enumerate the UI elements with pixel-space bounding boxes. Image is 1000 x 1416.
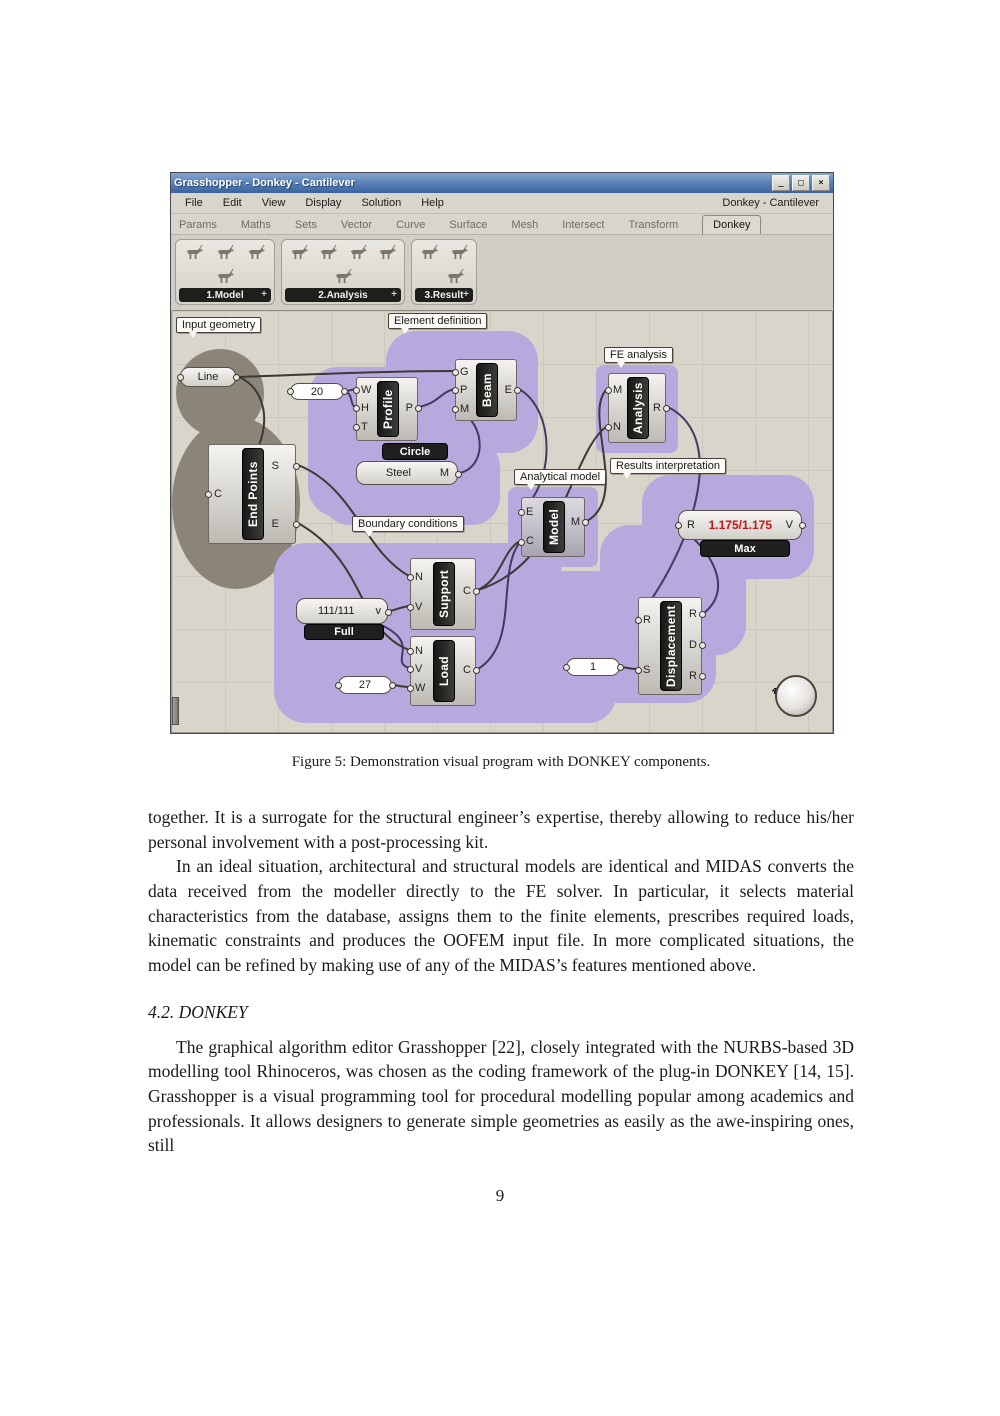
node-label: Support bbox=[433, 562, 455, 626]
port-connector[interactable] bbox=[407, 666, 414, 673]
donkey-icon[interactable] bbox=[317, 243, 339, 260]
port-label: C bbox=[463, 585, 471, 597]
port-connector[interactable] bbox=[799, 522, 806, 529]
port-connector[interactable] bbox=[177, 374, 184, 381]
node-profile[interactable] bbox=[356, 377, 418, 441]
port-label: V bbox=[415, 601, 423, 613]
tab-transform[interactable]: Transform bbox=[628, 219, 679, 231]
port-label: C bbox=[463, 664, 471, 676]
menu-help[interactable]: Help bbox=[421, 197, 444, 209]
port-label: V bbox=[415, 663, 423, 675]
port-connector[interactable] bbox=[514, 387, 521, 394]
tab-curve[interactable]: Curve bbox=[396, 219, 426, 231]
port-connector[interactable] bbox=[415, 405, 422, 412]
port-connector[interactable] bbox=[287, 388, 294, 395]
port-connector[interactable] bbox=[699, 642, 706, 649]
tab-mesh[interactable]: Mesh bbox=[511, 219, 539, 231]
donkey-icon[interactable] bbox=[214, 267, 236, 284]
node-label: End Points bbox=[242, 448, 264, 540]
port-label: P bbox=[460, 384, 468, 396]
donkey-icon[interactable] bbox=[418, 243, 440, 260]
donkey-icon[interactable] bbox=[444, 267, 466, 284]
port-label: M bbox=[460, 403, 470, 415]
slider-width[interactable] bbox=[290, 383, 344, 400]
port-connector[interactable] bbox=[452, 387, 459, 394]
paragraph: The graphical algorithm editor Grasshopper [22], closely integrated with the NURBS-based 3D modelling tool Rhinoceros, was chosen as the coding framework of the plug-in DONKEY [14, 15]. Grasshopper is a visual programming tool for procedural modelling popular among academics and professionals. It allows designers to generate simple geometries as easily as the awe-inspiring ones, still bbox=[148, 1036, 854, 1156]
node-analysis[interactable] bbox=[608, 373, 666, 443]
tag-text: Element definition bbox=[394, 315, 482, 327]
port-connector[interactable] bbox=[293, 463, 300, 470]
port-connector[interactable] bbox=[605, 424, 612, 431]
port-label: N bbox=[613, 421, 621, 433]
tag-pointer bbox=[189, 332, 197, 338]
tag-pointer bbox=[401, 328, 409, 334]
port-label: R bbox=[653, 402, 661, 414]
port-label: D bbox=[689, 639, 697, 651]
port-connector[interactable] bbox=[635, 667, 642, 674]
port-connector[interactable] bbox=[518, 539, 525, 546]
port-connector[interactable] bbox=[663, 405, 670, 412]
toolbar-group-label[interactable] bbox=[415, 288, 473, 302]
support-type-tag[interactable]: Full bbox=[304, 624, 384, 640]
slider-case[interactable] bbox=[566, 658, 620, 676]
tag-text: FE analysis bbox=[610, 349, 667, 361]
port-connector[interactable] bbox=[518, 509, 525, 516]
group-tag-input-geometry[interactable] bbox=[176, 317, 261, 333]
port-connector[interactable] bbox=[385, 609, 392, 616]
donkey-icon[interactable] bbox=[214, 243, 236, 260]
node-label: Steel bbox=[385, 467, 411, 479]
profile-type-tag[interactable]: Circle bbox=[382, 443, 448, 460]
slider-value: 27 bbox=[358, 679, 372, 691]
section-heading: 4.2. DONKEY bbox=[148, 1001, 248, 1022]
tag-pointer bbox=[527, 484, 535, 490]
port-label: V bbox=[785, 519, 793, 531]
grasshopper-window bbox=[170, 172, 834, 734]
tab-surface[interactable]: Surface bbox=[449, 219, 488, 231]
group-tag-element-definition[interactable] bbox=[388, 313, 487, 329]
port-label: C bbox=[526, 535, 534, 547]
menu-solution[interactable]: Solution bbox=[361, 197, 402, 209]
port-label: R bbox=[643, 614, 651, 626]
toolbar-group-label[interactable] bbox=[179, 288, 271, 302]
port-label: R bbox=[687, 519, 695, 531]
node-label: Line bbox=[197, 371, 219, 383]
node-support[interactable] bbox=[410, 558, 476, 630]
port-connector[interactable] bbox=[452, 406, 459, 413]
port-label: C bbox=[214, 488, 222, 500]
port-connector[interactable] bbox=[233, 374, 240, 381]
tag-pointer bbox=[617, 362, 625, 368]
slider-load[interactable] bbox=[338, 676, 392, 694]
tab-sets[interactable]: Sets bbox=[294, 219, 317, 231]
donkey-icon[interactable] bbox=[332, 267, 354, 284]
toolbar bbox=[171, 234, 833, 311]
donkey-icon[interactable] bbox=[288, 243, 310, 260]
node-label: Load bbox=[433, 640, 455, 702]
gizmo-sphere[interactable] bbox=[776, 676, 816, 716]
close-button[interactable]: × bbox=[812, 175, 830, 191]
tag-pointer bbox=[623, 473, 631, 479]
toolbar-group-result bbox=[411, 239, 477, 305]
port-label: N bbox=[415, 645, 423, 657]
port-label: W bbox=[361, 384, 372, 396]
title-bar[interactable] bbox=[171, 173, 833, 193]
node-support-type[interactable] bbox=[296, 598, 388, 624]
port-connector[interactable] bbox=[617, 664, 624, 671]
port-label: H bbox=[361, 402, 369, 414]
node-end-points[interactable] bbox=[208, 444, 296, 544]
tag-text: Boundary conditions bbox=[358, 518, 458, 530]
port-connector[interactable] bbox=[699, 673, 706, 680]
tab-maths[interactable]: Maths bbox=[240, 219, 271, 231]
donkey-icon[interactable] bbox=[245, 243, 267, 260]
port-connector[interactable] bbox=[675, 522, 682, 529]
icon-row bbox=[436, 267, 474, 284]
support-type-value: 111/111 bbox=[318, 605, 355, 617]
menu-view[interactable]: View bbox=[261, 197, 286, 209]
port-connector[interactable] bbox=[389, 682, 396, 689]
port-label: R bbox=[689, 608, 697, 620]
node-max[interactable] bbox=[678, 510, 802, 540]
port-connector[interactable] bbox=[205, 491, 212, 498]
port-label: S bbox=[643, 664, 651, 676]
node-label: Displacement bbox=[660, 601, 682, 691]
node-displacement[interactable] bbox=[638, 597, 702, 695]
port-connector[interactable] bbox=[353, 424, 360, 431]
port-connector[interactable] bbox=[341, 388, 348, 395]
port-label: E bbox=[504, 384, 512, 396]
port-connector[interactable] bbox=[582, 519, 589, 526]
node-label: Beam bbox=[476, 363, 498, 417]
group-tag-analytical-model[interactable] bbox=[514, 469, 606, 485]
port-connector[interactable] bbox=[353, 387, 360, 394]
max-value: 1.175/1.175 bbox=[708, 518, 772, 532]
node-steel[interactable] bbox=[356, 461, 458, 485]
toolbar-group-label[interactable] bbox=[285, 288, 401, 302]
donkey-icon[interactable] bbox=[183, 243, 205, 260]
icon-row bbox=[178, 243, 272, 260]
port-connector[interactable] bbox=[455, 471, 462, 478]
port-label: R bbox=[689, 670, 697, 682]
figure-caption: Figure 5: Demonstration visual program with DONKEY components. bbox=[291, 754, 711, 770]
toolbar-group-analysis bbox=[281, 239, 405, 305]
donkey-icon[interactable] bbox=[448, 243, 470, 260]
page-number: 9 bbox=[495, 1186, 505, 1205]
slider-value: 1 bbox=[589, 661, 597, 673]
session-label: Donkey - Cantilever bbox=[722, 197, 819, 209]
icon-row bbox=[284, 243, 402, 260]
port-label: M bbox=[613, 384, 623, 396]
group-label-text: 2.Analysis bbox=[318, 289, 368, 301]
paragraph: together. It is a surrogate for the structural engineer’s expertise, thereby allowing to reduce his/her personal involvement with a post-processing kit. bbox=[148, 807, 854, 852]
icon-row bbox=[284, 267, 402, 284]
tag-text: Results interpretation bbox=[616, 460, 720, 472]
port-connector[interactable] bbox=[293, 521, 300, 528]
port-label: W bbox=[415, 682, 426, 694]
port-label: M bbox=[570, 516, 580, 528]
group-tag-results-interpretation[interactable] bbox=[610, 458, 726, 474]
port-connector[interactable] bbox=[407, 685, 414, 692]
port-label: E bbox=[271, 518, 279, 530]
port-connector[interactable] bbox=[452, 369, 459, 376]
menu-edit[interactable]: Edit bbox=[222, 197, 242, 209]
port-label: G bbox=[460, 366, 469, 378]
group-expand-icon[interactable]: + bbox=[391, 289, 397, 300]
toolbar-group-model bbox=[175, 239, 275, 305]
tag-text: Input geometry bbox=[182, 319, 256, 331]
tag-pointer bbox=[365, 531, 373, 537]
port-label: E bbox=[526, 506, 534, 518]
donkey-icon[interactable] bbox=[347, 243, 369, 260]
gh-canvas[interactable] bbox=[172, 310, 832, 732]
port-label: N bbox=[415, 571, 423, 583]
node-load[interactable] bbox=[410, 636, 476, 706]
menu-bar bbox=[171, 193, 833, 214]
node-model[interactable] bbox=[521, 497, 585, 557]
port-connector[interactable] bbox=[353, 405, 360, 412]
paragraph: In an ideal situation, architectural and structural models are identical and MIDAS converts the data received from the modeller directly to the FE solver. In particular, it selects material characteristics from the database, assigns them to the finite elements, prescribes required loads, kinematic constraints and produces the OOFEM input file. In more complicated situations, the model can be refined by making use of any of the MIDAS’s features mentioned above. bbox=[148, 856, 854, 976]
node-beam[interactable] bbox=[455, 359, 517, 421]
group-blob-results bbox=[464, 639, 616, 723]
icon-row bbox=[414, 243, 474, 260]
component-tab-bar bbox=[171, 214, 833, 234]
group-label-text: 1.Model bbox=[206, 289, 244, 301]
port-label: T bbox=[361, 421, 368, 433]
slider-value: 20 bbox=[310, 385, 324, 398]
max-tag[interactable]: Max bbox=[700, 540, 790, 557]
group-label-text: 3.Result bbox=[424, 289, 464, 301]
port-connector[interactable] bbox=[473, 667, 480, 674]
group-tag-boundary-conditions[interactable] bbox=[352, 516, 464, 532]
port-connector[interactable] bbox=[407, 648, 414, 655]
port-label: v bbox=[375, 605, 381, 617]
node-line[interactable] bbox=[180, 367, 236, 387]
node-label: Analysis bbox=[627, 377, 649, 439]
port-connector[interactable] bbox=[563, 664, 570, 671]
donkey-icon[interactable] bbox=[376, 243, 398, 260]
port-connector[interactable] bbox=[699, 611, 706, 618]
icon-row bbox=[178, 267, 272, 284]
article-column bbox=[148, 754, 854, 1158]
port-connector[interactable] bbox=[407, 604, 414, 611]
port-connector[interactable] bbox=[473, 588, 480, 595]
port-label: S bbox=[271, 460, 279, 472]
port-connector[interactable] bbox=[407, 574, 414, 581]
node-label: Profile bbox=[377, 381, 399, 437]
tab-donkey[interactable]: Donkey bbox=[702, 215, 761, 235]
port-connector[interactable] bbox=[605, 387, 612, 394]
tab-params[interactable]: Params bbox=[179, 219, 217, 231]
minimize-button[interactable]: _ bbox=[772, 175, 790, 191]
menu-file[interactable]: File bbox=[185, 197, 203, 209]
canvas-zoom-handle[interactable] bbox=[172, 697, 179, 725]
port-connector[interactable] bbox=[335, 682, 342, 689]
maximize-button[interactable]: □ bbox=[792, 175, 810, 191]
tab-intersect[interactable]: Intersect bbox=[562, 219, 605, 231]
tag-text: Analytical model bbox=[520, 471, 601, 483]
port-connector[interactable] bbox=[635, 617, 642, 624]
port-label: M bbox=[439, 467, 449, 479]
window-title: Grasshopper - Donkey - Cantilever bbox=[174, 177, 355, 189]
port-label: P bbox=[405, 402, 413, 414]
node-label: Model bbox=[543, 501, 565, 553]
group-tag-fe-analysis[interactable] bbox=[604, 347, 673, 363]
menu-display[interactable]: Display bbox=[305, 197, 342, 209]
group-expand-icon[interactable]: + bbox=[463, 289, 469, 300]
group-expand-icon[interactable]: + bbox=[261, 289, 267, 300]
tab-vector[interactable]: Vector bbox=[340, 219, 373, 231]
